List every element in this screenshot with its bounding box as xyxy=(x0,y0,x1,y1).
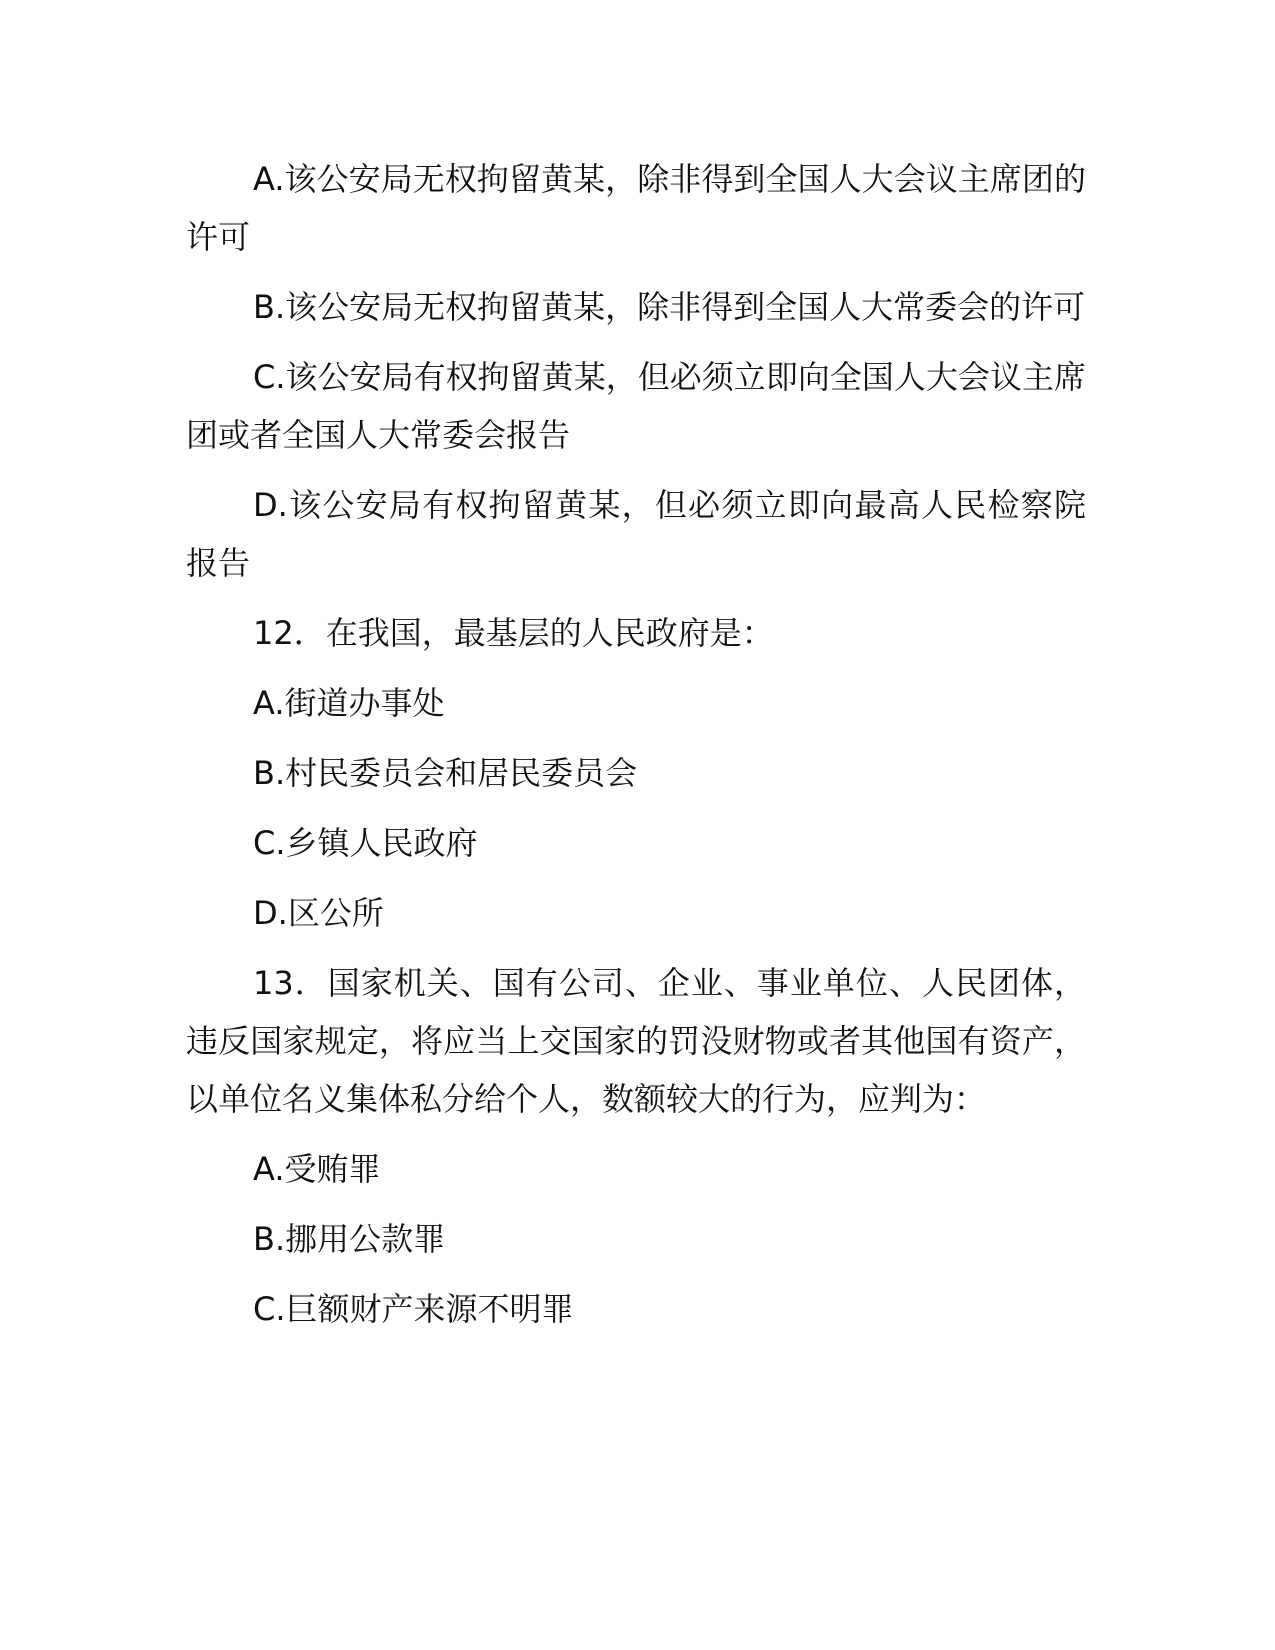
q12-question: 12．在我国，最基层的人民政府是： xyxy=(253,614,774,652)
q11-option-b: B.该公安局无权拘留黄某，除非得到全国人大常委会的许可 xyxy=(253,288,1086,326)
q11-option-c: C.该公安局有权拘留黄某，但必须立即向全国人大会议主席团或者全国人大常委会报告 xyxy=(186,358,1086,454)
q13-question: 13．国家机关、国有公司、企业、事业单位、人民团体，违反国家规定，将应当上交国家的罚没财物或者其他国有资产，以单位名义集体私分给个人，数额较大的行为，应判为： xyxy=(186,964,1086,1118)
q11-option-a: A.该公安局无权拘留黄某，除非得到全国人大会议主席团的许可 xyxy=(186,160,1086,256)
q12-option-b: B.村民委员会和居民委员会 xyxy=(253,754,638,792)
q12-option-a: A.街道办事处 xyxy=(253,684,445,722)
q12-option-c: C.乡镇人民政府 xyxy=(253,824,478,862)
q13-option-b: B.挪用公款罪 xyxy=(253,1220,446,1258)
q13-option-a: A.受贿罪 xyxy=(253,1150,381,1188)
q13-option-c: C.巨额财产来源不明罪 xyxy=(253,1290,574,1328)
q12-option-d: D.区公所 xyxy=(253,894,384,932)
q11-option-d: D.该公安局有权拘留黄某，但必须立即向最高人民检察院报告 xyxy=(186,486,1086,582)
document-body xyxy=(186,150,1086,1338)
